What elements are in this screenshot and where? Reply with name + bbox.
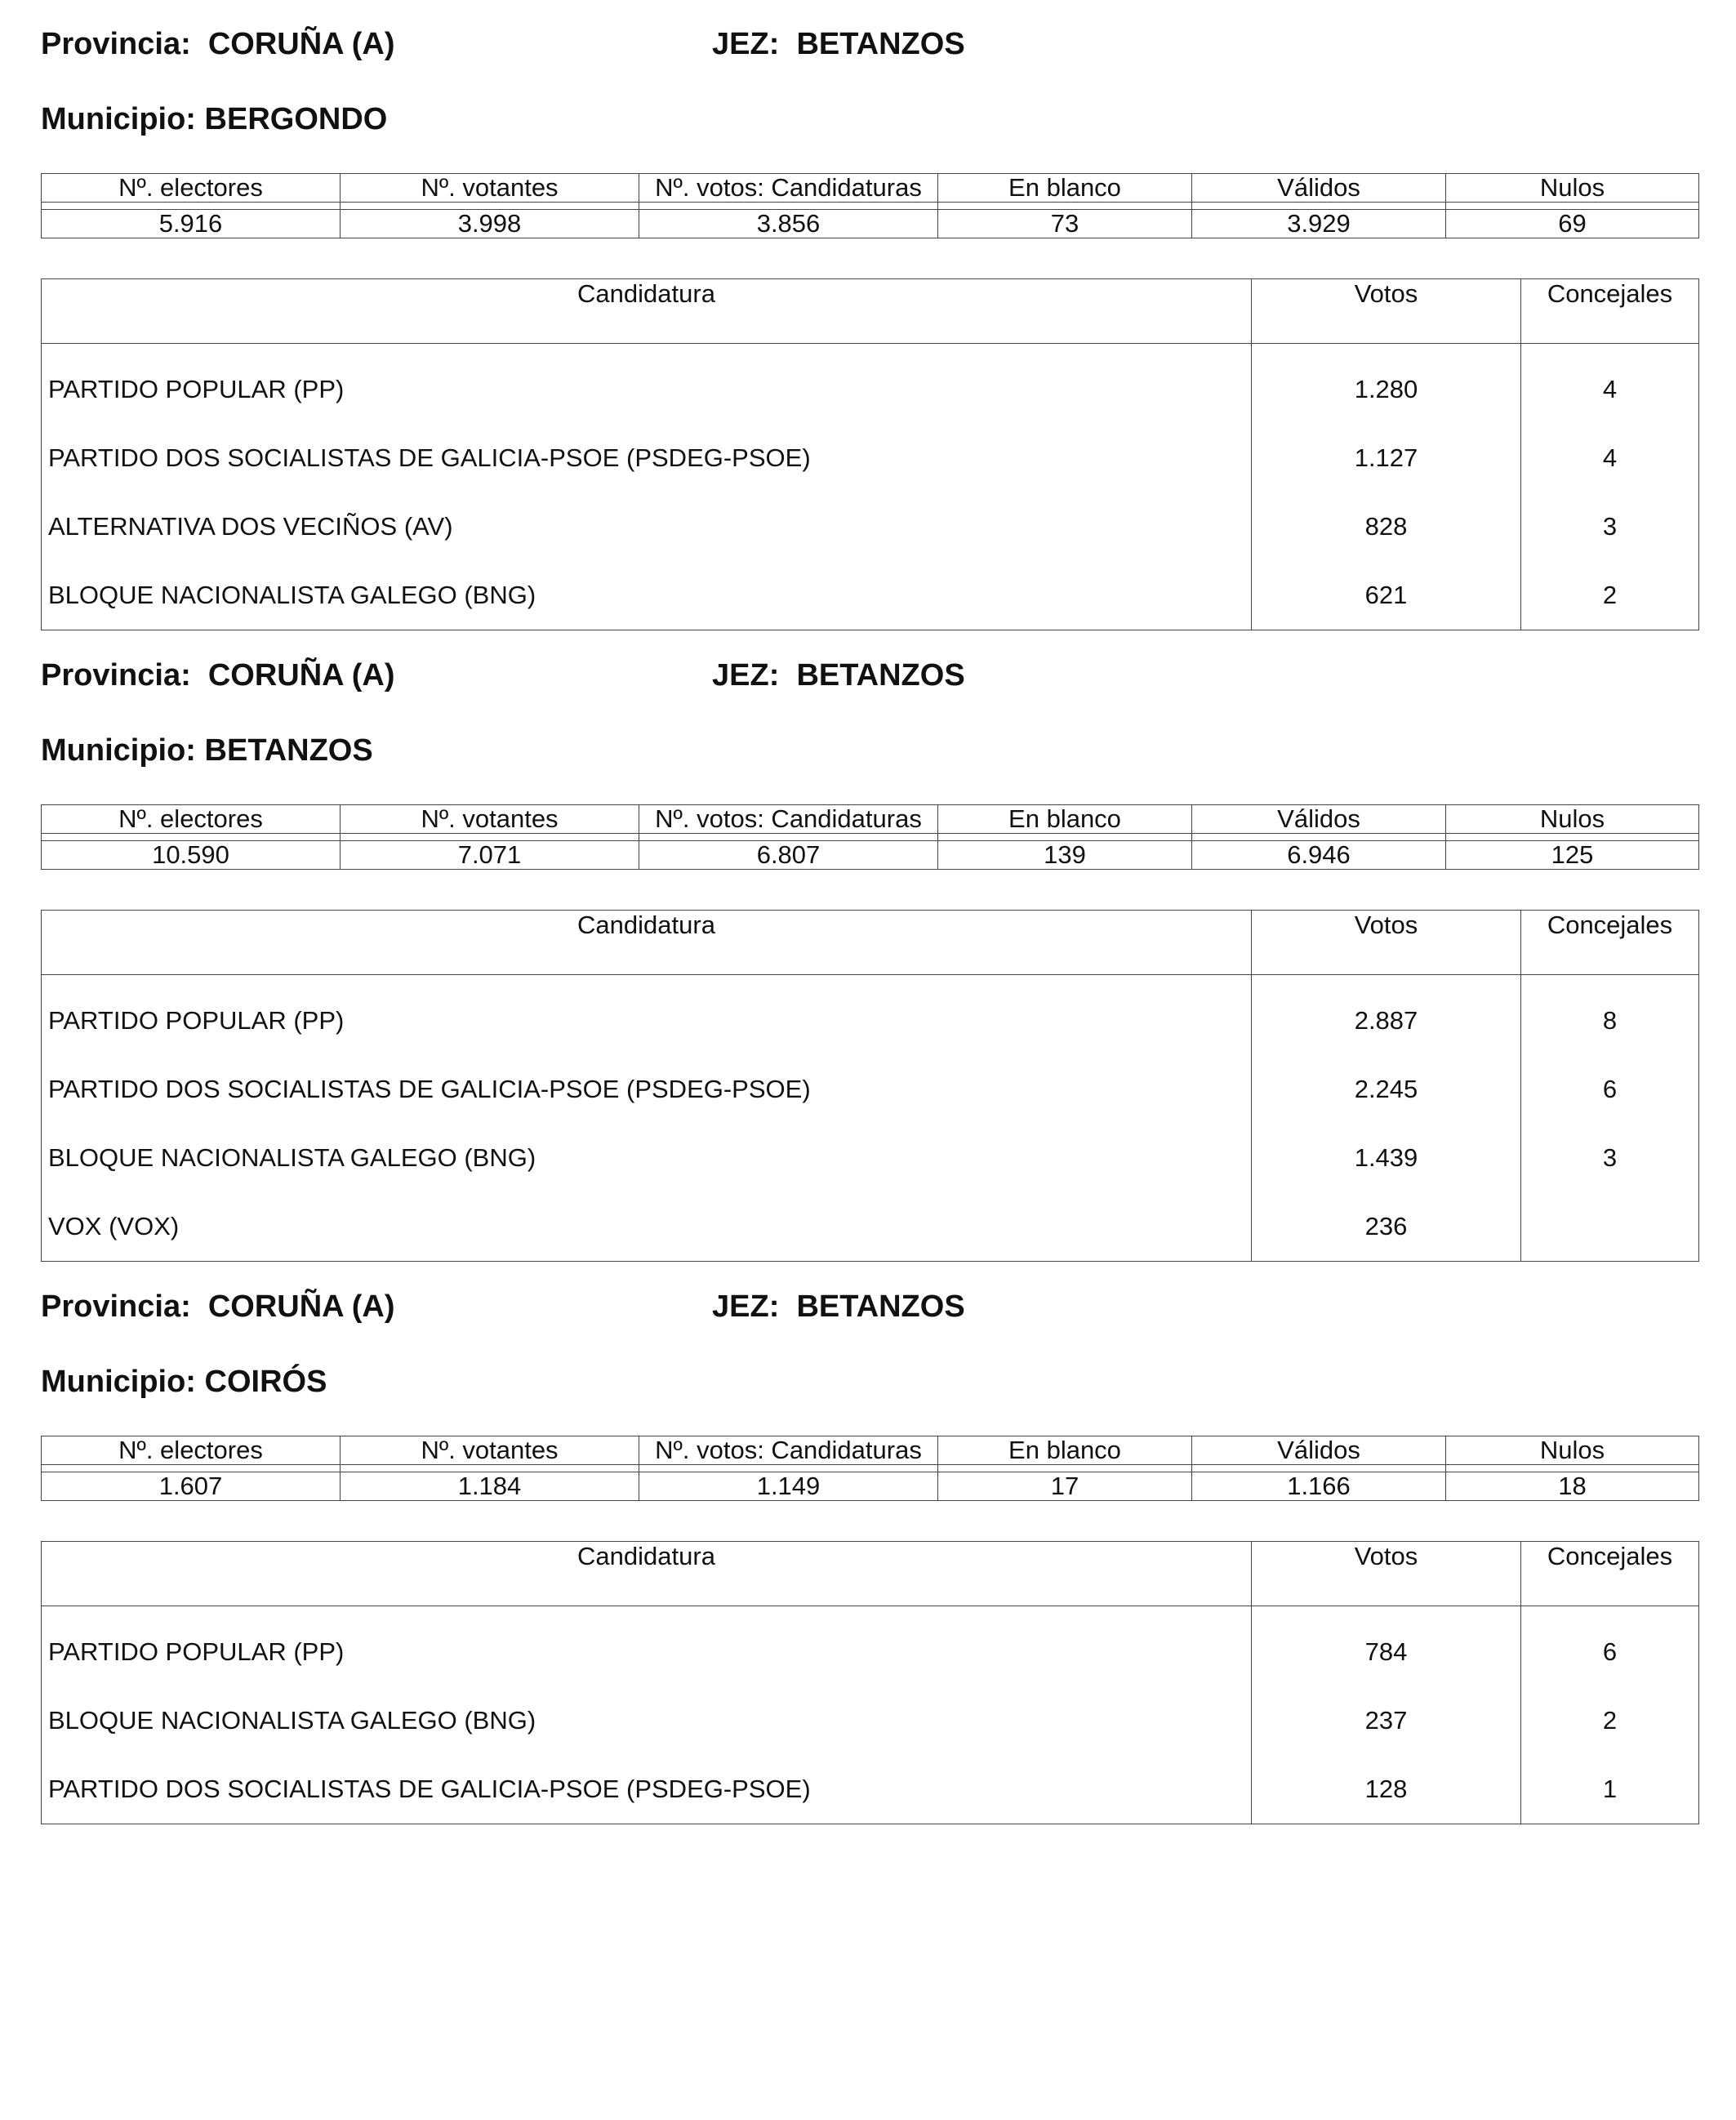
results-row: [42, 975, 1699, 1056]
summary-header: Nº. votantes: [341, 174, 639, 203]
jez-line: [712, 657, 965, 693]
summary-header: Nº. votos: Candidaturas: [639, 805, 938, 834]
results-row: [42, 344, 1699, 425]
candidatura-name: BLOQUE NACIONALISTA GALEGO (BNG): [42, 1124, 1252, 1192]
results-row: [42, 1192, 1699, 1262]
summary-value: 1.184: [341, 1472, 639, 1501]
provincia-line: [41, 26, 395, 62]
summary-value: 3.929: [1192, 210, 1446, 238]
votos-value: 828: [1252, 492, 1521, 561]
votos-value: 237: [1252, 1686, 1521, 1755]
results-row: [42, 424, 1699, 492]
results-row: [42, 561, 1699, 630]
summary-header: Nº. electores: [42, 174, 341, 203]
results-row: [42, 1055, 1699, 1124]
votos-value: 1.439: [1252, 1124, 1521, 1192]
results-header-votos: Votos: [1252, 1542, 1521, 1606]
summary-header: Nulos: [1446, 174, 1699, 203]
jez-label: JEZ:: [712, 1289, 780, 1324]
summary-header: En blanco: [938, 805, 1192, 834]
results-header-concejales: Concejales: [1521, 279, 1699, 344]
provincia-line: [41, 657, 395, 693]
concejales-value: 8: [1521, 975, 1699, 1056]
concejales-value: 6: [1521, 1055, 1699, 1124]
concejales-value: 3: [1521, 1124, 1699, 1192]
votos-value: 621: [1252, 561, 1521, 630]
summary-value: 125: [1446, 841, 1699, 870]
summary-value-row: [42, 210, 1699, 238]
municipio-label: Municipio:: [41, 102, 196, 136]
results-table: [41, 910, 1699, 1262]
summary-value: 17: [938, 1472, 1192, 1501]
summary-value: 5.916: [42, 210, 341, 238]
results-row: [42, 1755, 1699, 1824]
candidatura-name: BLOQUE NACIONALISTA GALEGO (BNG): [42, 561, 1252, 630]
summary-header-row: [42, 174, 1699, 203]
summary-header-row: [42, 805, 1699, 834]
summary-value: 18: [1446, 1472, 1699, 1501]
concejales-value: 2: [1521, 1686, 1699, 1755]
candidatura-name: PARTIDO POPULAR (PP): [42, 1606, 1252, 1687]
candidatura-name: PARTIDO DOS SOCIALISTAS DE GALICIA-PSOE (PSDEG-PSOE): [42, 1055, 1252, 1124]
jez-line: [712, 26, 965, 62]
votos-value: 1.127: [1252, 424, 1521, 492]
jez-value: BETANZOS: [796, 1289, 965, 1324]
votos-value: 236: [1252, 1192, 1521, 1262]
concejales-value: 1: [1521, 1755, 1699, 1824]
summary-value-row: [42, 1472, 1699, 1501]
results-table: [41, 1541, 1699, 1824]
votos-value: 2.245: [1252, 1055, 1521, 1124]
candidatura-name: VOX (VOX): [42, 1192, 1252, 1262]
jez-value: BETANZOS: [796, 658, 965, 693]
summary-value: 139: [938, 841, 1192, 870]
summary-header: Nulos: [1446, 1436, 1699, 1465]
summary-table: [41, 1436, 1699, 1501]
votos-value: 784: [1252, 1606, 1521, 1687]
results-table: [41, 278, 1699, 630]
results-row: [42, 1606, 1699, 1687]
candidatura-name: PARTIDO DOS SOCIALISTAS DE GALICIA-PSOE (PSDEG-PSOE): [42, 424, 1252, 492]
candidatura-name: ALTERNATIVA DOS VECIÑOS (AV): [42, 492, 1252, 561]
summary-value: 1.166: [1192, 1472, 1446, 1501]
section-bergondo: [41, 26, 1698, 622]
municipio-value: BETANZOS: [204, 733, 373, 768]
municipio-label: Municipio:: [41, 1365, 196, 1399]
summary-value: 6.946: [1192, 841, 1446, 870]
results-header-votos: Votos: [1252, 279, 1521, 344]
provincia-value: CORUÑA (A): [207, 658, 395, 693]
jez-value: BETANZOS: [796, 27, 965, 61]
jez-line: [712, 1289, 965, 1325]
section-betanzos: [41, 657, 1698, 1254]
summary-table: [41, 804, 1699, 870]
jez-label: JEZ:: [712, 658, 780, 693]
results-row: [42, 1686, 1699, 1755]
municipio-label: Municipio:: [41, 733, 196, 768]
summary-header: En blanco: [938, 1436, 1192, 1465]
concejales-value: 4: [1521, 344, 1699, 425]
municipio-line: [41, 101, 387, 137]
candidatura-name: BLOQUE NACIONALISTA GALEGO (BNG): [42, 1686, 1252, 1755]
summary-value: 6.807: [639, 841, 938, 870]
results-header-candidatura: Candidatura: [42, 1542, 1252, 1606]
summary-header: Nº. electores: [42, 805, 341, 834]
provincia-label: Provincia:: [41, 658, 191, 693]
candidatura-name: PARTIDO POPULAR (PP): [42, 344, 1252, 425]
provincia-value: CORUÑA (A): [207, 27, 395, 61]
summary-value: 10.590: [42, 841, 341, 870]
summary-header: Nulos: [1446, 805, 1699, 834]
summary-header: Nº. electores: [42, 1436, 341, 1465]
summary-table: [41, 173, 1699, 238]
summary-value: 7.071: [341, 841, 639, 870]
summary-value: 73: [938, 210, 1192, 238]
votos-value: 2.887: [1252, 975, 1521, 1056]
results-header-concejales: Concejales: [1521, 1542, 1699, 1606]
results-header-concejales: Concejales: [1521, 911, 1699, 975]
summary-header: Válidos: [1192, 1436, 1446, 1465]
candidatura-name: PARTIDO POPULAR (PP): [42, 975, 1252, 1056]
summary-header: Nº. votos: Candidaturas: [639, 174, 938, 203]
summary-value: 69: [1446, 210, 1699, 238]
results-header-row: [42, 911, 1699, 975]
candidatura-name: PARTIDO DOS SOCIALISTAS DE GALICIA-PSOE (PSDEG-PSOE): [42, 1755, 1252, 1824]
summary-value: 3.998: [341, 210, 639, 238]
municipio-value: BERGONDO: [204, 102, 388, 136]
results-header-row: [42, 279, 1699, 344]
jez-label: JEZ:: [712, 27, 780, 61]
concejales-value: 4: [1521, 424, 1699, 492]
section-coiros: [41, 1289, 1698, 1819]
results-row: [42, 1124, 1699, 1192]
summary-header: Válidos: [1192, 805, 1446, 834]
summary-header: En blanco: [938, 174, 1192, 203]
municipio-value: COIRÓS: [204, 1365, 327, 1399]
summary-header: Nº. votantes: [341, 805, 639, 834]
summary-header: Nº. votos: Candidaturas: [639, 1436, 938, 1465]
results-header-row: [42, 1542, 1699, 1606]
results-row: [42, 492, 1699, 561]
municipio-line: [41, 733, 373, 768]
provincia-label: Provincia:: [41, 1289, 191, 1324]
summary-value: 1.607: [42, 1472, 341, 1501]
summary-header-row: [42, 1436, 1699, 1465]
results-header-votos: Votos: [1252, 911, 1521, 975]
summary-value-row: [42, 841, 1699, 870]
results-header-candidatura: Candidatura: [42, 911, 1252, 975]
results-header-candidatura: Candidatura: [42, 279, 1252, 344]
summary-header: Válidos: [1192, 174, 1446, 203]
summary-header: Nº. votantes: [341, 1436, 639, 1465]
concejales-value: 2: [1521, 561, 1699, 630]
provincia-label: Provincia:: [41, 27, 191, 61]
provincia-line: [41, 1289, 395, 1325]
votos-value: 1.280: [1252, 344, 1521, 425]
concejales-value: [1521, 1192, 1699, 1262]
concejales-value: 3: [1521, 492, 1699, 561]
concejales-value: 6: [1521, 1606, 1699, 1687]
summary-value: 1.149: [639, 1472, 938, 1501]
municipio-line: [41, 1364, 327, 1400]
votos-value: 128: [1252, 1755, 1521, 1824]
summary-value: 3.856: [639, 210, 938, 238]
provincia-value: CORUÑA (A): [207, 1289, 395, 1324]
